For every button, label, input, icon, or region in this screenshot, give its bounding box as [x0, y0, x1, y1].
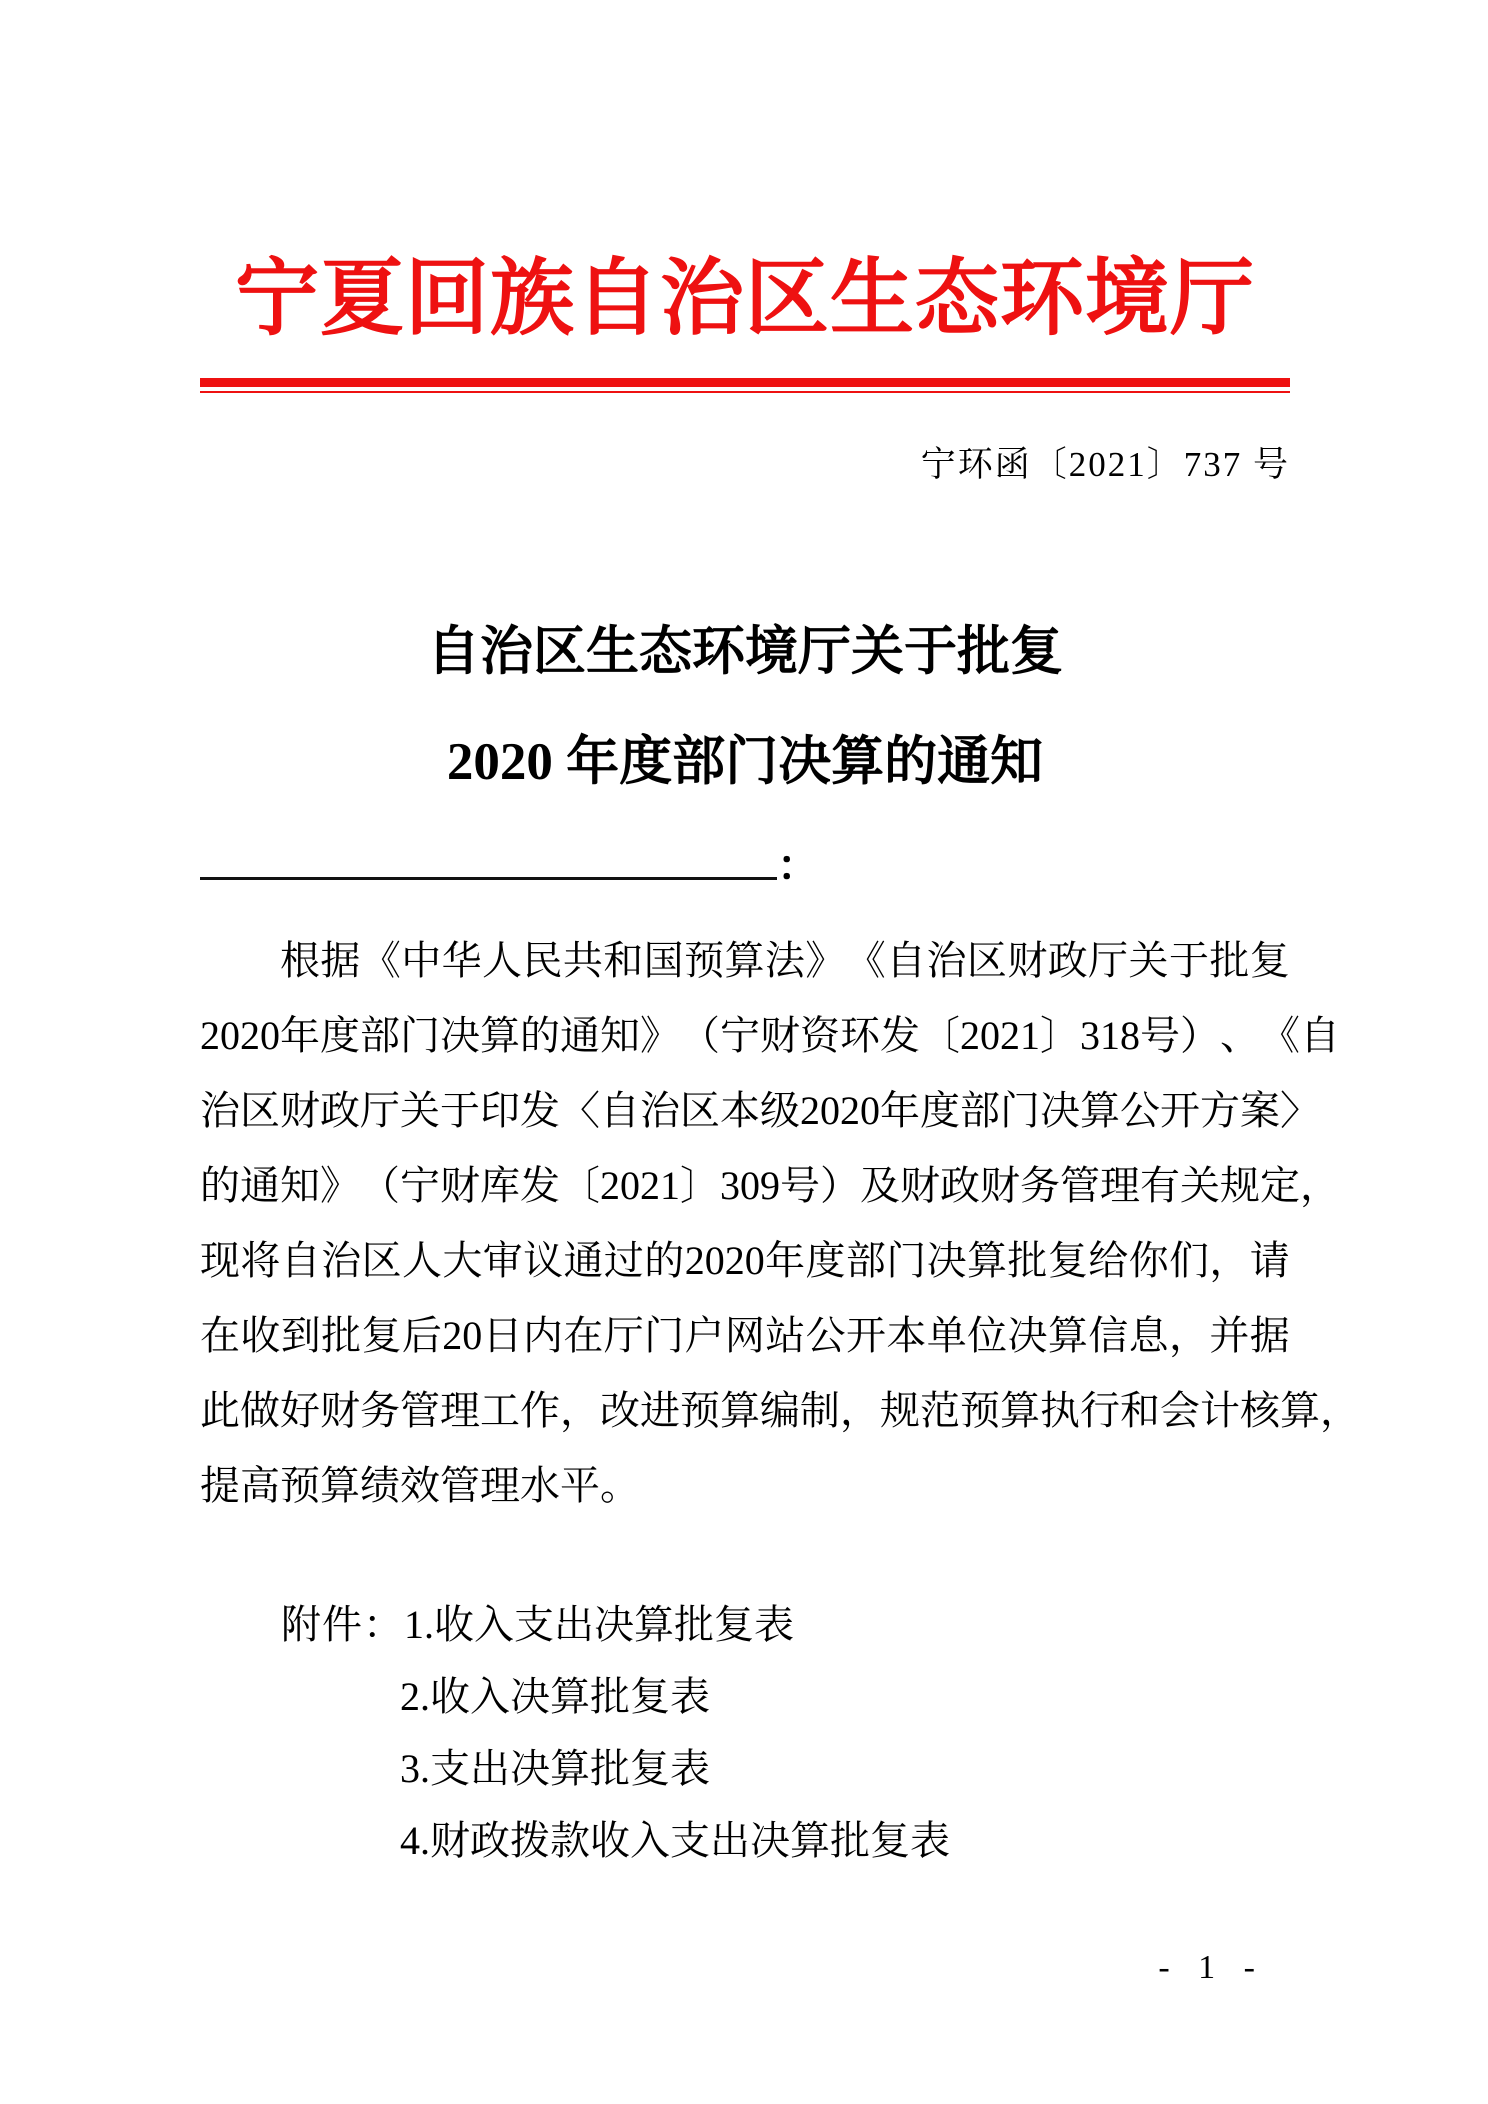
salutation-colon: ：: [777, 844, 820, 890]
page-number: - 1 -: [1158, 1949, 1265, 1986]
document-title-line-1: 自治区生态环境厅关于批复: [427, 623, 1063, 681]
body-line: 在 收 到 批 复 后 20 日 内 在 厅 门 户 网 站 公 开 本 单 位 决 算 信 息 ， 并 据: [200, 1313, 1290, 1358]
body-line: 的 通 知 》 （ 宁 财 库 发 〔 2021 〕 309 号 ） 及 财 政 财 务 管 理 有 关 规 定 ，: [200, 1163, 1340, 1208]
body-line: 提高预算绩效管理水平。: [200, 1463, 640, 1508]
attachment-item: 2.收入决算批复表: [400, 1674, 710, 1719]
attachment-item-text: 1.收入支出决算批复表: [404, 1602, 794, 1647]
document-reference-number: 宁环函〔2021〕737 号: [920, 445, 1290, 484]
body-paragraph: [200, 923, 1360, 1523]
attachments-label: 附件：: [281, 1602, 404, 1647]
salutation-blank-underline: [200, 837, 777, 880]
attachment-item: 4.财政拨款收入支出决算批复表: [400, 1818, 950, 1863]
body-line: 现 将 自 治 区 人 大 审 议 通 过 的 2020 年 度 部 门 决 算 批 复 给 你 们 ， 请: [200, 1238, 1290, 1283]
body-line: 根 据 《 中 华 人 民 共 和 国 预 算 法 》 《 自 治 区 财 政 厅 关 于 批 复: [280, 938, 1290, 983]
letterhead-double-rule: [200, 378, 1290, 393]
attachment-item: 3.支出决算批复表: [400, 1746, 710, 1791]
attachments-list: [200, 1589, 1290, 1877]
body-line: 2020 年 度 部 门 决 算 的 通 知 》 （ 宁 财 资 环 发 〔 2021 〕 318 号 ） 、 《 自: [200, 1013, 1340, 1058]
body-line: 治 区 财 政 厅 关 于 印 发 〈 自 治 区 本 级 2020 年 度 部 门 决 算 公 开 方 案 〉: [200, 1088, 1320, 1133]
document-title: [200, 597, 1290, 817]
body-line: 此 做 好 财 务 管 理 工 作 ， 改 进 预 算 编 制 ， 规 范 预 算 执 行 和 会 计 核 算 ，: [200, 1388, 1360, 1433]
attachment-item: [200, 1589, 1290, 1661]
document-title-line-2: 2020 年度部门决算的通知: [446, 733, 1044, 791]
salutation-row: [200, 837, 1290, 890]
letterhead-org-title: 宁夏回族自治区生态环境厅: [234, 253, 1255, 346]
